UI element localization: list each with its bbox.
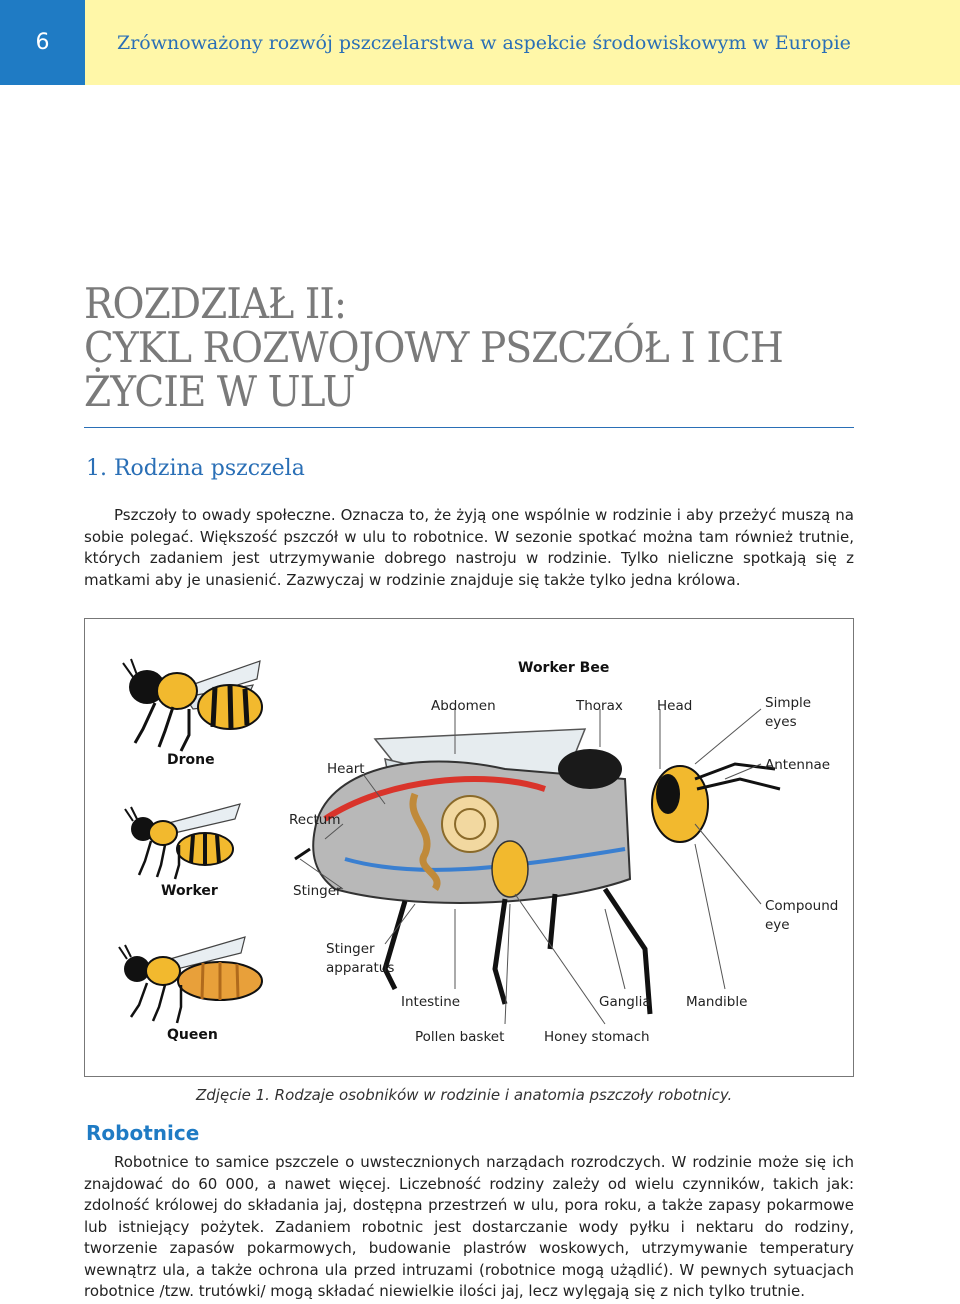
simple-eyes-label-line-2: eyes — [765, 714, 797, 730]
intro-paragraph-text: Pszczoły to owady społeczne. Oznacza to, że żyją one wspólnie w rodzinie i aby przeżyć muszą na sobie polegać. Większość pszczół w ulu to robotnice. W sezonie spotkać można tam również trutnie, których zadaniem jest utrzymywanie dobrego nastroju w rodzinie. Tylko nieliczne spotkają się z matkami aby je unasienić. Zazwyczaj w rodzinie znajduje się także tylko jedna królowa. — [84, 506, 854, 589]
stinger-apparatus-label-line-1: Stinger — [326, 941, 375, 957]
worker-bee-illustration — [125, 804, 240, 879]
drone-bee-illustration — [123, 659, 262, 751]
running-title: Zrównoważony rozwój pszczelarstwa w aspekcie środowiskowym w Europie — [117, 31, 851, 54]
chapter-title-line-2: CYKL ROZWOJOWY PSZCZÓŁ I ICH — [84, 323, 783, 372]
running-header — [85, 0, 960, 85]
head-label: Head — [657, 698, 693, 714]
workers-heading: Robotnice — [86, 1121, 200, 1145]
intro-paragraph — [84, 505, 854, 591]
thorax-label: Thorax — [576, 698, 623, 714]
heart-label: Heart — [327, 761, 365, 777]
compound-eye-label-line-1: Compound — [765, 898, 839, 914]
worker-bee-title: Worker Bee — [518, 660, 610, 676]
workers-paragraph-text: Robotnice to samice pszczele o uwstecznionych narządach rozrodczych. W rodzinie może się ich znajdować do 60 000, a nawet więcej. Liczebność rodziny zależy od wielu czynników, takich jak: zdolność królowej do składania jaj, dostępna przestrzeń w ulu, pora roku, a także zapasy pokarmowe lub istniejący pożytek. Zadaniem robotnic jest dostarczanie wody pyłku i nektaru do rodziny, tworzenie zapasów pokarmowych, budowanie plastrów woskowych, utrzymywanie temperatury wewnątrz ula, a także ochrona ula przed intruzami (robotnice mogą użądlić). W pewnych sytuacjach robotnice /tzw. trutówki/ mogą składać niewielkie ilości jaj, lecz wylęgają się z nich tylko trutnie. — [84, 1153, 854, 1300]
simple-eyes-label-line-1: Simple — [765, 695, 812, 711]
page-number: 6 — [0, 0, 85, 85]
queen-label: Queen — [167, 1027, 218, 1043]
rectum-label: Rectum — [289, 812, 341, 828]
stinger-apparatus-label-line-2: apparatus — [326, 960, 395, 976]
mandible-label: Mandible — [686, 994, 748, 1010]
stinger-label: Stinger — [293, 883, 342, 899]
intestine-label: Intestine — [401, 994, 461, 1010]
ganglia-label: Ganglia — [599, 994, 651, 1010]
chapter-title-line-3: ŻYCIE W ULU — [84, 367, 355, 416]
honey-stomach-label: Honey stomach — [544, 1029, 650, 1045]
bee-anatomy-figure — [84, 618, 854, 1077]
worker-label: Worker — [161, 883, 218, 899]
drone-label: Drone — [167, 752, 215, 768]
bee-illustration — [85, 619, 853, 1076]
chapter-title — [84, 279, 800, 416]
antennae-label: Antennae — [765, 757, 831, 773]
figure-caption: Zdjęcie 1. Rodzaje osobników w rodzinie i anatomia pszczoły robotnicy. — [196, 1086, 733, 1104]
section-title: 1. Rodzina pszczela — [86, 456, 305, 481]
compound-eye-label-line-2: eye — [765, 917, 790, 933]
queen-bee-illustration — [119, 937, 262, 1023]
chapter-divider — [84, 427, 854, 428]
workers-paragraph — [84, 1152, 854, 1303]
chapter-title-line-1: ROZDZIAŁ II: — [84, 279, 347, 328]
pollen-basket-label: Pollen basket — [415, 1029, 505, 1045]
abdomen-label: Abdomen — [431, 698, 496, 714]
